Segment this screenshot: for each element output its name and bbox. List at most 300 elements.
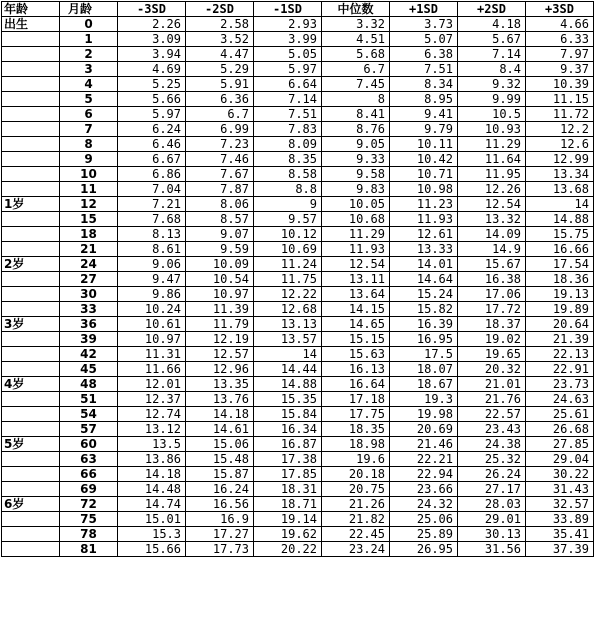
minus-1sd-cell: 16.87 <box>254 437 322 452</box>
age-cell <box>2 47 60 62</box>
month-cell: 33 <box>60 302 118 317</box>
plus-2sd-cell: 8.4 <box>458 62 526 77</box>
plus-2sd-cell: 14.9 <box>458 242 526 257</box>
median-cell: 4.51 <box>322 32 390 47</box>
plus-3sd-cell: 35.41 <box>526 527 594 542</box>
plus-2sd-cell: 26.24 <box>458 467 526 482</box>
plus-3sd-cell: 13.34 <box>526 167 594 182</box>
plus-2sd-cell: 19.02 <box>458 332 526 347</box>
minus-2sd-cell: 6.36 <box>186 92 254 107</box>
age-cell <box>2 32 60 47</box>
plus-2sd-cell: 27.17 <box>458 482 526 497</box>
table-row <box>2 137 594 152</box>
median-cell: 8.76 <box>322 122 390 137</box>
median-cell: 10.68 <box>322 212 390 227</box>
minus-2sd-cell: 14.61 <box>186 422 254 437</box>
growth-standard-table <box>1 1 594 557</box>
plus-1sd-cell: 18.07 <box>390 362 458 377</box>
month-cell: 9 <box>60 152 118 167</box>
table-row <box>2 362 594 377</box>
plus-3sd-cell: 11.72 <box>526 107 594 122</box>
age-cell <box>2 467 60 482</box>
table-row <box>2 167 594 182</box>
plus-1sd-cell: 3.73 <box>390 17 458 32</box>
plus-2sd-cell: 16.38 <box>458 272 526 287</box>
minus-2sd-cell: 7.87 <box>186 182 254 197</box>
minus-3sd-cell: 14.18 <box>118 467 186 482</box>
age-cell <box>2 422 60 437</box>
age-cell <box>2 287 60 302</box>
plus-3sd-cell: 19.89 <box>526 302 594 317</box>
table-row <box>2 422 594 437</box>
median-cell: 10.05 <box>322 197 390 212</box>
plus-2sd-cell: 9.32 <box>458 77 526 92</box>
minus-1sd-cell: 18.31 <box>254 482 322 497</box>
plus-3sd-cell: 25.61 <box>526 407 594 422</box>
plus-2sd-cell: 15.67 <box>458 257 526 272</box>
median-cell: 19.6 <box>322 452 390 467</box>
median-cell: 8.41 <box>322 107 390 122</box>
minus-2sd-cell: 8.06 <box>186 197 254 212</box>
table-row <box>2 47 594 62</box>
plus-1sd-cell: 10.98 <box>390 182 458 197</box>
median-cell: 6.7 <box>322 62 390 77</box>
minus-3sd-cell: 9.86 <box>118 287 186 302</box>
minus-1sd-cell: 9.57 <box>254 212 322 227</box>
minus-3sd-cell: 6.86 <box>118 167 186 182</box>
age-cell <box>2 77 60 92</box>
plus-3sd-cell: 22.91 <box>526 362 594 377</box>
median-cell: 20.18 <box>322 467 390 482</box>
table-row <box>2 17 594 32</box>
month-cell: 11 <box>60 182 118 197</box>
minus-1sd-cell: 11.24 <box>254 257 322 272</box>
plus-3sd-cell: 12.2 <box>526 122 594 137</box>
minus-3sd-cell: 5.25 <box>118 77 186 92</box>
minus-1sd-cell: 15.84 <box>254 407 322 422</box>
plus-1sd-cell: 26.95 <box>390 542 458 557</box>
minus-3sd-cell: 6.67 <box>118 152 186 167</box>
minus-1sd-cell: 19.14 <box>254 512 322 527</box>
minus-1sd-cell: 18.71 <box>254 497 322 512</box>
minus-3sd-cell: 8.61 <box>118 242 186 257</box>
minus-3sd-cell: 3.94 <box>118 47 186 62</box>
plus-2sd-cell: 17.72 <box>458 302 526 317</box>
plus-2sd-cell: 11.95 <box>458 167 526 182</box>
month-cell: 0 <box>60 17 118 32</box>
minus-1sd-cell: 13.13 <box>254 317 322 332</box>
table-row <box>2 377 594 392</box>
header-plus-2sd: +2SD <box>458 2 526 17</box>
plus-3sd-cell: 14 <box>526 197 594 212</box>
age-cell <box>2 527 60 542</box>
minus-2sd-cell: 10.54 <box>186 272 254 287</box>
plus-1sd-cell: 25.89 <box>390 527 458 542</box>
plus-3sd-cell: 23.73 <box>526 377 594 392</box>
plus-1sd-cell: 16.95 <box>390 332 458 347</box>
median-cell: 22.45 <box>322 527 390 542</box>
minus-2sd-cell: 13.35 <box>186 377 254 392</box>
minus-1sd-cell: 10.12 <box>254 227 322 242</box>
minus-2sd-cell: 6.99 <box>186 122 254 137</box>
plus-3sd-cell: 27.85 <box>526 437 594 452</box>
median-cell: 9.83 <box>322 182 390 197</box>
plus-2sd-cell: 10.5 <box>458 107 526 122</box>
minus-3sd-cell: 6.46 <box>118 137 186 152</box>
table-row <box>2 452 594 467</box>
median-cell: 16.13 <box>322 362 390 377</box>
plus-1sd-cell: 14.64 <box>390 272 458 287</box>
minus-2sd-cell: 12.19 <box>186 332 254 347</box>
plus-1sd-cell: 9.41 <box>390 107 458 122</box>
minus-3sd-cell: 13.86 <box>118 452 186 467</box>
median-cell: 17.75 <box>322 407 390 422</box>
minus-1sd-cell: 14 <box>254 347 322 362</box>
table-row <box>2 242 594 257</box>
age-cell <box>2 407 60 422</box>
table-row <box>2 122 594 137</box>
table-row <box>2 62 594 77</box>
plus-2sd-cell: 9.99 <box>458 92 526 107</box>
minus-3sd-cell: 11.31 <box>118 347 186 362</box>
month-cell: 48 <box>60 377 118 392</box>
plus-1sd-cell: 18.67 <box>390 377 458 392</box>
plus-2sd-cell: 17.06 <box>458 287 526 302</box>
header-minus-1sd: -1SD <box>254 2 322 17</box>
plus-3sd-cell: 11.15 <box>526 92 594 107</box>
minus-1sd-cell: 9 <box>254 197 322 212</box>
minus-2sd-cell: 12.96 <box>186 362 254 377</box>
minus-1sd-cell: 8.58 <box>254 167 322 182</box>
plus-1sd-cell: 19.3 <box>390 392 458 407</box>
minus-3sd-cell: 14.48 <box>118 482 186 497</box>
minus-1sd-cell: 20.22 <box>254 542 322 557</box>
table-row <box>2 392 594 407</box>
plus-2sd-cell: 5.67 <box>458 32 526 47</box>
table-row <box>2 197 594 212</box>
minus-2sd-cell: 17.27 <box>186 527 254 542</box>
age-cell <box>2 392 60 407</box>
plus-2sd-cell: 11.29 <box>458 137 526 152</box>
header-median: 中位数 <box>322 2 390 17</box>
median-cell: 16.64 <box>322 377 390 392</box>
minus-1sd-cell: 5.05 <box>254 47 322 62</box>
header-minus-3sd: -3SD <box>118 2 186 17</box>
header-age: 年龄 <box>2 2 60 17</box>
minus-1sd-cell: 19.62 <box>254 527 322 542</box>
month-cell: 57 <box>60 422 118 437</box>
plus-2sd-cell: 20.32 <box>458 362 526 377</box>
month-cell: 2 <box>60 47 118 62</box>
age-cell: 出生 <box>2 17 60 32</box>
age-cell: 3岁 <box>2 317 60 332</box>
age-cell <box>2 452 60 467</box>
plus-1sd-cell: 15.24 <box>390 287 458 302</box>
table-row <box>2 227 594 242</box>
minus-2sd-cell: 16.9 <box>186 512 254 527</box>
plus-1sd-cell: 22.94 <box>390 467 458 482</box>
plus-2sd-cell: 22.57 <box>458 407 526 422</box>
plus-2sd-cell: 23.43 <box>458 422 526 437</box>
minus-1sd-cell: 6.64 <box>254 77 322 92</box>
header-minus-2sd: -2SD <box>186 2 254 17</box>
minus-2sd-cell: 14.18 <box>186 407 254 422</box>
table-row <box>2 527 594 542</box>
minus-2sd-cell: 5.29 <box>186 62 254 77</box>
minus-3sd-cell: 13.5 <box>118 437 186 452</box>
minus-1sd-cell: 10.69 <box>254 242 322 257</box>
median-cell: 9.58 <box>322 167 390 182</box>
plus-1sd-cell: 6.38 <box>390 47 458 62</box>
plus-1sd-cell: 9.79 <box>390 122 458 137</box>
minus-1sd-cell: 11.75 <box>254 272 322 287</box>
minus-1sd-cell: 16.34 <box>254 422 322 437</box>
month-cell: 24 <box>60 257 118 272</box>
age-cell <box>2 182 60 197</box>
median-cell: 11.29 <box>322 227 390 242</box>
plus-3sd-cell: 6.33 <box>526 32 594 47</box>
median-cell: 7.45 <box>322 77 390 92</box>
plus-2sd-cell: 7.14 <box>458 47 526 62</box>
minus-2sd-cell: 7.67 <box>186 167 254 182</box>
plus-3sd-cell: 9.37 <box>526 62 594 77</box>
plus-2sd-cell: 29.01 <box>458 512 526 527</box>
plus-3sd-cell: 37.39 <box>526 542 594 557</box>
minus-2sd-cell: 9.07 <box>186 227 254 242</box>
minus-3sd-cell: 8.13 <box>118 227 186 242</box>
month-cell: 18 <box>60 227 118 242</box>
plus-1sd-cell: 13.33 <box>390 242 458 257</box>
plus-3sd-cell: 32.57 <box>526 497 594 512</box>
median-cell: 21.26 <box>322 497 390 512</box>
plus-3sd-cell: 14.88 <box>526 212 594 227</box>
minus-2sd-cell: 6.7 <box>186 107 254 122</box>
minus-2sd-cell: 2.58 <box>186 17 254 32</box>
minus-3sd-cell: 10.97 <box>118 332 186 347</box>
table-row <box>2 332 594 347</box>
minus-1sd-cell: 12.68 <box>254 302 322 317</box>
month-cell: 5 <box>60 92 118 107</box>
month-cell: 6 <box>60 107 118 122</box>
minus-2sd-cell: 12.57 <box>186 347 254 362</box>
age-cell <box>2 92 60 107</box>
median-cell: 13.64 <box>322 287 390 302</box>
age-cell <box>2 482 60 497</box>
month-cell: 27 <box>60 272 118 287</box>
month-cell: 21 <box>60 242 118 257</box>
table-header-row <box>2 2 594 17</box>
minus-3sd-cell: 14.74 <box>118 497 186 512</box>
minus-3sd-cell: 12.37 <box>118 392 186 407</box>
plus-2sd-cell: 24.38 <box>458 437 526 452</box>
minus-1sd-cell: 8.09 <box>254 137 322 152</box>
minus-2sd-cell: 13.76 <box>186 392 254 407</box>
table-row <box>2 482 594 497</box>
month-cell: 10 <box>60 167 118 182</box>
minus-3sd-cell: 9.06 <box>118 257 186 272</box>
plus-3sd-cell: 7.97 <box>526 47 594 62</box>
age-cell: 4岁 <box>2 377 60 392</box>
age-cell <box>2 332 60 347</box>
minus-2sd-cell: 15.87 <box>186 467 254 482</box>
age-cell: 5岁 <box>2 437 60 452</box>
minus-2sd-cell: 5.91 <box>186 77 254 92</box>
plus-3sd-cell: 26.68 <box>526 422 594 437</box>
plus-3sd-cell: 30.22 <box>526 467 594 482</box>
plus-1sd-cell: 10.71 <box>390 167 458 182</box>
median-cell: 21.82 <box>322 512 390 527</box>
month-cell: 7 <box>60 122 118 137</box>
plus-1sd-cell: 20.69 <box>390 422 458 437</box>
minus-2sd-cell: 15.06 <box>186 437 254 452</box>
minus-3sd-cell: 10.61 <box>118 317 186 332</box>
plus-1sd-cell: 15.82 <box>390 302 458 317</box>
plus-2sd-cell: 11.64 <box>458 152 526 167</box>
minus-3sd-cell: 15.3 <box>118 527 186 542</box>
minus-1sd-cell: 7.83 <box>254 122 322 137</box>
minus-1sd-cell: 3.99 <box>254 32 322 47</box>
median-cell: 5.68 <box>322 47 390 62</box>
month-cell: 15 <box>60 212 118 227</box>
month-cell: 8 <box>60 137 118 152</box>
month-cell: 4 <box>60 77 118 92</box>
table-row <box>2 512 594 527</box>
plus-3sd-cell: 4.66 <box>526 17 594 32</box>
month-cell: 66 <box>60 467 118 482</box>
minus-2sd-cell: 16.24 <box>186 482 254 497</box>
month-cell: 72 <box>60 497 118 512</box>
table-row <box>2 407 594 422</box>
month-cell: 63 <box>60 452 118 467</box>
age-cell <box>2 362 60 377</box>
median-cell: 12.54 <box>322 257 390 272</box>
plus-1sd-cell: 10.11 <box>390 137 458 152</box>
table-row <box>2 152 594 167</box>
minus-1sd-cell: 5.97 <box>254 62 322 77</box>
median-cell: 8 <box>322 92 390 107</box>
month-cell: 39 <box>60 332 118 347</box>
table-row <box>2 32 594 47</box>
age-cell: 6岁 <box>2 497 60 512</box>
minus-2sd-cell: 9.59 <box>186 242 254 257</box>
age-cell <box>2 347 60 362</box>
age-cell <box>2 122 60 137</box>
minus-2sd-cell: 7.23 <box>186 137 254 152</box>
median-cell: 15.63 <box>322 347 390 362</box>
plus-3sd-cell: 18.36 <box>526 272 594 287</box>
plus-2sd-cell: 14.09 <box>458 227 526 242</box>
table-row <box>2 437 594 452</box>
plus-3sd-cell: 22.13 <box>526 347 594 362</box>
month-cell: 42 <box>60 347 118 362</box>
plus-2sd-cell: 12.54 <box>458 197 526 212</box>
plus-3sd-cell: 31.43 <box>526 482 594 497</box>
month-cell: 12 <box>60 197 118 212</box>
age-cell <box>2 107 60 122</box>
median-cell: 23.24 <box>322 542 390 557</box>
median-cell: 20.75 <box>322 482 390 497</box>
age-cell <box>2 62 60 77</box>
age-cell <box>2 542 60 557</box>
plus-3sd-cell: 12.6 <box>526 137 594 152</box>
age-cell <box>2 302 60 317</box>
plus-3sd-cell: 12.99 <box>526 152 594 167</box>
plus-3sd-cell: 13.68 <box>526 182 594 197</box>
minus-3sd-cell: 15.66 <box>118 542 186 557</box>
plus-1sd-cell: 11.93 <box>390 212 458 227</box>
median-cell: 3.32 <box>322 17 390 32</box>
minus-3sd-cell: 12.74 <box>118 407 186 422</box>
minus-3sd-cell: 9.47 <box>118 272 186 287</box>
minus-2sd-cell: 16.56 <box>186 497 254 512</box>
median-cell: 18.98 <box>322 437 390 452</box>
minus-2sd-cell: 11.79 <box>186 317 254 332</box>
plus-2sd-cell: 21.01 <box>458 377 526 392</box>
minus-3sd-cell: 7.04 <box>118 182 186 197</box>
plus-1sd-cell: 12.61 <box>390 227 458 242</box>
minus-1sd-cell: 12.22 <box>254 287 322 302</box>
plus-3sd-cell: 19.13 <box>526 287 594 302</box>
minus-3sd-cell: 7.68 <box>118 212 186 227</box>
plus-2sd-cell: 13.32 <box>458 212 526 227</box>
minus-1sd-cell: 7.14 <box>254 92 322 107</box>
plus-3sd-cell: 20.64 <box>526 317 594 332</box>
table-row <box>2 542 594 557</box>
plus-2sd-cell: 18.37 <box>458 317 526 332</box>
minus-3sd-cell: 4.69 <box>118 62 186 77</box>
plus-3sd-cell: 33.89 <box>526 512 594 527</box>
month-cell: 1 <box>60 32 118 47</box>
minus-3sd-cell: 15.01 <box>118 512 186 527</box>
median-cell: 9.33 <box>322 152 390 167</box>
minus-3sd-cell: 5.66 <box>118 92 186 107</box>
plus-2sd-cell: 21.76 <box>458 392 526 407</box>
median-cell: 11.93 <box>322 242 390 257</box>
age-cell <box>2 152 60 167</box>
plus-2sd-cell: 4.18 <box>458 17 526 32</box>
minus-1sd-cell: 17.85 <box>254 467 322 482</box>
minus-1sd-cell: 14.88 <box>254 377 322 392</box>
plus-1sd-cell: 17.5 <box>390 347 458 362</box>
minus-1sd-cell: 13.57 <box>254 332 322 347</box>
plus-1sd-cell: 11.23 <box>390 197 458 212</box>
median-cell: 18.35 <box>322 422 390 437</box>
minus-1sd-cell: 14.44 <box>254 362 322 377</box>
minus-3sd-cell: 13.12 <box>118 422 186 437</box>
table-row <box>2 302 594 317</box>
plus-2sd-cell: 12.26 <box>458 182 526 197</box>
plus-3sd-cell: 24.63 <box>526 392 594 407</box>
minus-1sd-cell: 15.35 <box>254 392 322 407</box>
age-cell <box>2 512 60 527</box>
table-row <box>2 272 594 287</box>
plus-2sd-cell: 28.03 <box>458 497 526 512</box>
month-cell: 75 <box>60 512 118 527</box>
plus-1sd-cell: 24.32 <box>390 497 458 512</box>
month-cell: 36 <box>60 317 118 332</box>
plus-1sd-cell: 25.06 <box>390 512 458 527</box>
plus-1sd-cell: 16.39 <box>390 317 458 332</box>
plus-2sd-cell: 10.93 <box>458 122 526 137</box>
table-row <box>2 497 594 512</box>
plus-2sd-cell: 25.32 <box>458 452 526 467</box>
plus-1sd-cell: 19.98 <box>390 407 458 422</box>
month-cell: 69 <box>60 482 118 497</box>
plus-1sd-cell: 14.01 <box>390 257 458 272</box>
minus-3sd-cell: 11.66 <box>118 362 186 377</box>
minus-2sd-cell: 8.57 <box>186 212 254 227</box>
minus-1sd-cell: 17.38 <box>254 452 322 467</box>
